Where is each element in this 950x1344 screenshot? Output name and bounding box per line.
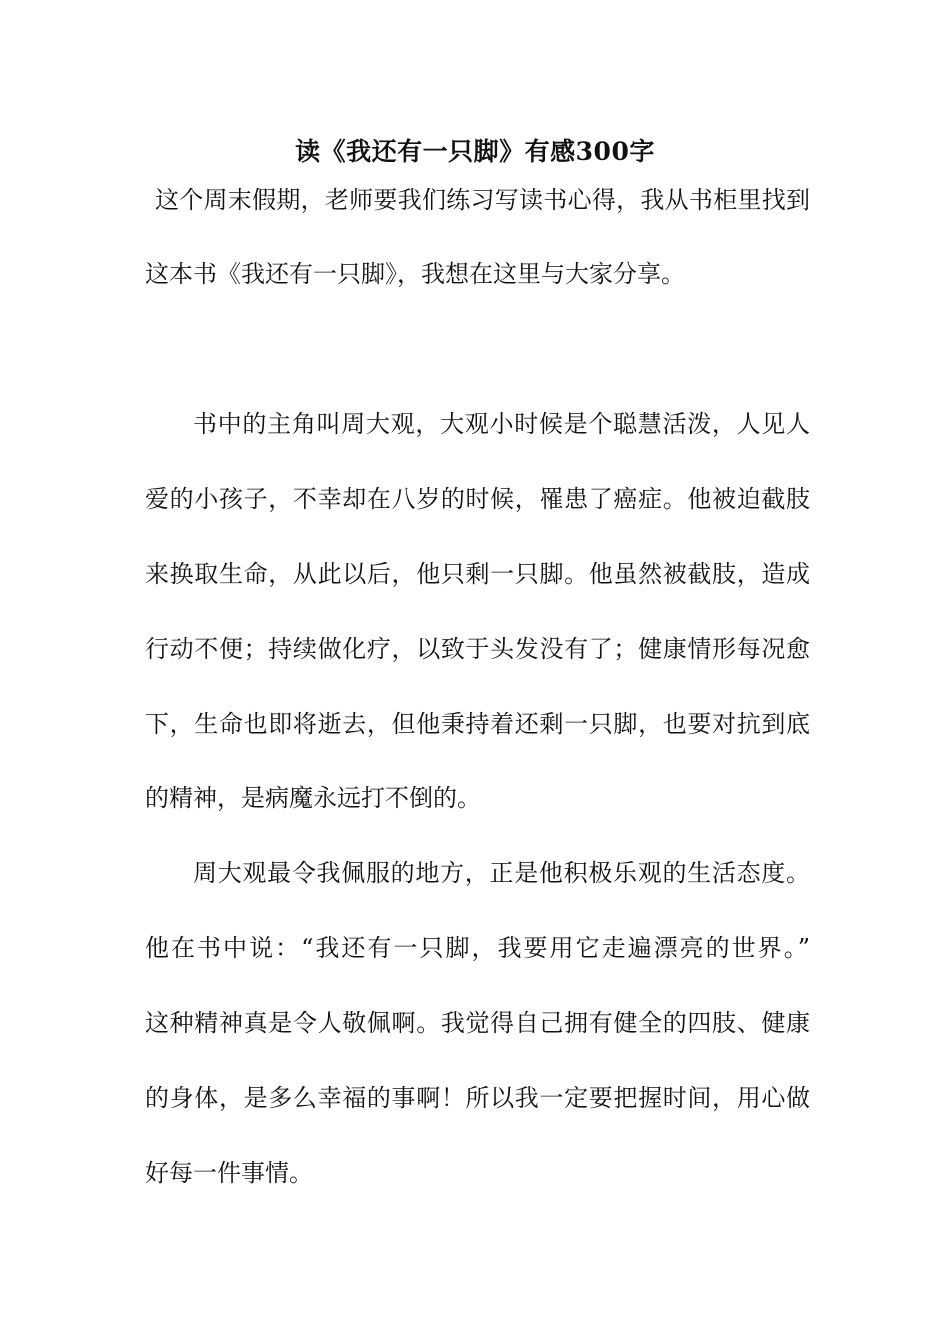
paragraph-line: 周大观最令我佩服的地方，正是他积极乐观的生活态度。 [193, 859, 810, 887]
paragraph-line: 的身体，是多么幸福的事啊！所以我一定要把握时间，用心做 [145, 1084, 810, 1112]
paragraph-line: 这种精神真是令人敬佩啊。我觉得自己拥有健全的四肢、健康 [145, 1009, 810, 1037]
paragraph-line: 好每一件事情。 [145, 1159, 313, 1187]
paragraph-line: 下，生命也即将逝去，但他秉持着还剩一只脚，也要对抗到底 [145, 710, 810, 738]
paragraph-line: 这本书《我还有一只脚》，我想在这里与大家分享。 [145, 260, 685, 288]
paragraph-line: 爱的小孩子，不幸却在八岁的时候，罹患了癌症。他被迫截肢 [145, 485, 810, 513]
paragraph-line: 来换取生命，从此以后，他只剩一只脚。他虽然被截肢，造成 [145, 560, 810, 588]
document-title: 读《我还有一只脚》有感300字 [295, 137, 655, 166]
paragraph-line: 这个周末假期，老师要我们练习写读书心得，我从书柜里找到 [155, 186, 810, 214]
paragraph-line: 书中的主角叫周大观，大观小时候是个聪慧活泼，人见人 [193, 410, 810, 438]
paragraph-line: 行动不便；持续做化疗，以致于头发没有了；健康情形每况愈 [145, 635, 810, 663]
paragraph-line: 的精神，是病魔永远打不倒的。 [145, 784, 481, 812]
paragraph-line: 他在书中说：“我还有一只脚，我要用它走遍漂亮的世界。” [145, 934, 810, 962]
